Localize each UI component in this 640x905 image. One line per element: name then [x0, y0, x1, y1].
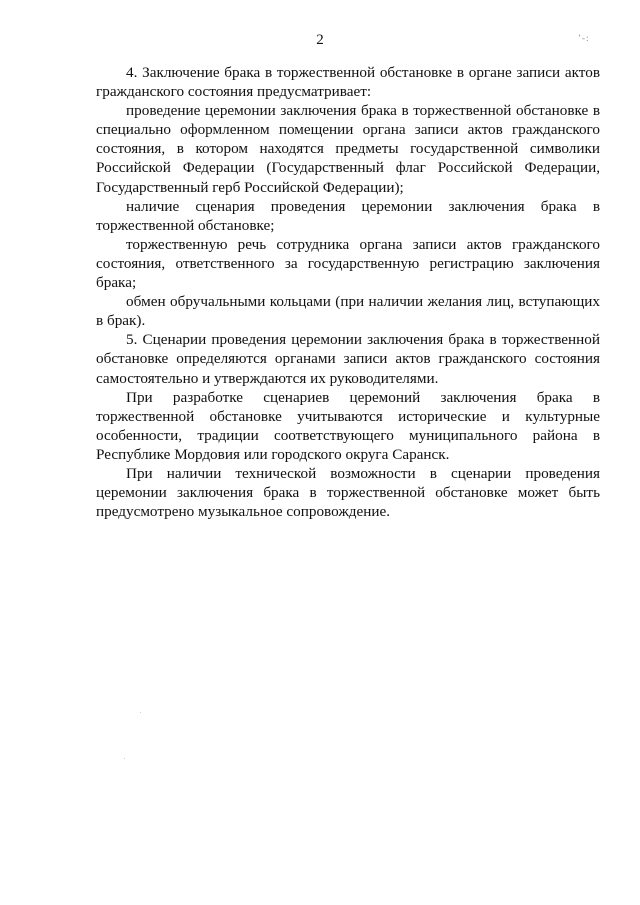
paragraph-ceremony-room: проведение церемонии заключения брака в торжественной обстановке в специально оформленном помещении органа записи актов гражданского состояния, в котором находятся предметы государственной символики Российской Федерации (Государственный флаг Российской Федерации, Государственный герб Российской Федерации); [96, 102, 600, 196]
document-body [96, 63, 600, 521]
paragraph-development: При разработке сценариев церемоний заключения брака в торжественной обстановке учитываются исторические и культурные особенности, традиции соответствующего муниципального района в Республике Мордовия или городского округа Саранск. [96, 388, 600, 463]
page-number: 2 [316, 32, 324, 48]
scan-speck [124, 758, 125, 759]
paragraph-rings: обмен обручальными кольцами (при наличии желания лиц, вступающих в брак). [96, 293, 600, 330]
corner-mark: ’-: [578, 33, 590, 43]
scan-speck [140, 712, 141, 713]
paragraph-5-scenarios: 5. Сценарии проведения церемонии заключения брака в торжественной обстановке определяются органами записи актов гражданского состояния самостоятельно и утверждаются их руководителями. [96, 331, 600, 387]
paragraph-4-intro: 4. Заключение брака в торжественной обстановке в органе записи актов гражданского состояния предусматривает: [96, 64, 600, 101]
paragraph-scenario: наличие сценария проведения церемонии заключения брака в торжественной обстановке; [96, 197, 600, 234]
paragraph-speech: торжественную речь сотрудника органа записи актов гражданского состояния, ответственного за государственную регистрацию заключения брака; [96, 235, 600, 292]
paragraph-music: При наличии технической возможности в сценарии проведения церемонии заключения брака в торжественной обстановке может быть предусмотрено музыкальное сопровождение. [96, 464, 600, 521]
